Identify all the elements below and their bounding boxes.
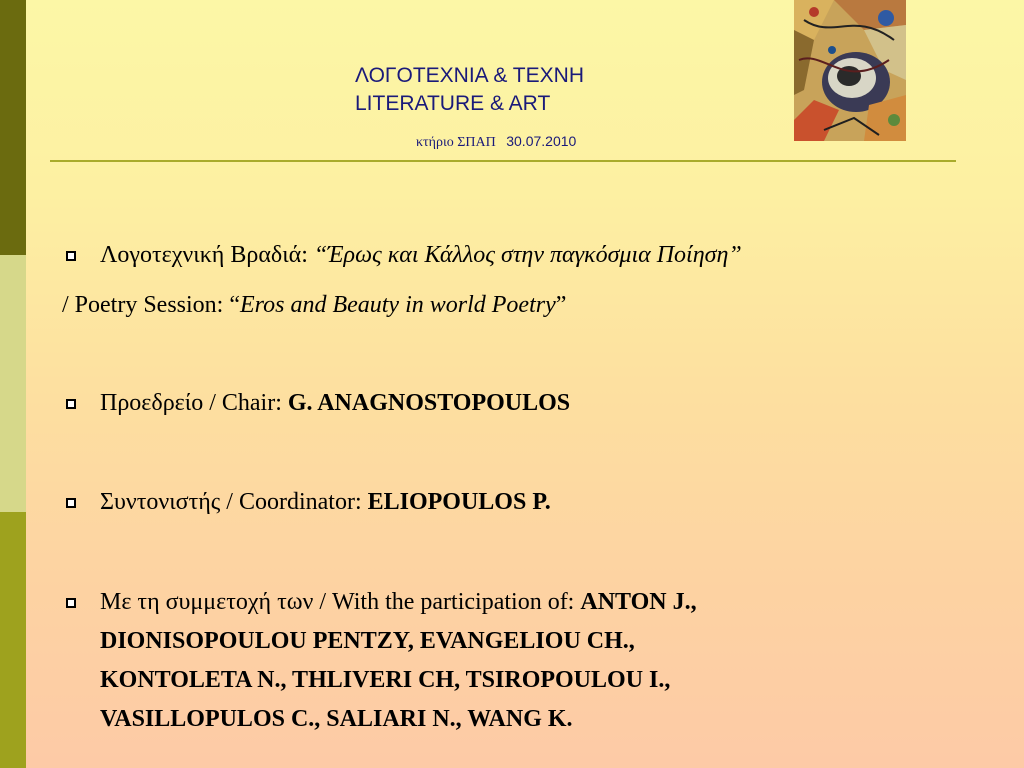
- participant-names: ANTON J.,: [580, 589, 697, 615]
- square-bullet-icon: [66, 498, 76, 508]
- list-item: [62, 583, 1017, 739]
- sidebar-stripe-middle: [0, 255, 26, 512]
- abstract-painting-image: [794, 0, 906, 141]
- square-bullet-icon: [66, 399, 76, 409]
- participant-names: VASILLOPULOS C., SALIARI N., WANG K.: [100, 706, 573, 732]
- event-title-english: Eros and Beauty in world Poetry: [240, 292, 556, 318]
- sidebar-stripe-bottom: [0, 512, 26, 768]
- event-title-greek: “Έρως και Κάλλος στην παγκόσμια Ποίηση”: [313, 242, 742, 268]
- sidebar-stripe-top: [0, 0, 26, 255]
- coordinator-name: ELIOPOULOS P.: [367, 489, 551, 515]
- item-label-english: / Poetry Session: “: [62, 292, 240, 318]
- title-greek: ΛΟΓΟΤΕΧΝΙΑ & ΤΕΧΝΗ: [355, 64, 584, 87]
- title-english: LITERATURE & ART: [355, 92, 551, 115]
- chair-name: G. ANAGNOSTOPOULOS: [287, 390, 571, 416]
- date-text: 30.07.2010: [506, 133, 577, 149]
- list-item: [62, 483, 1017, 522]
- item-label: Λογοτεχνική Βραδιά:: [100, 242, 314, 268]
- item-label: Προεδρείο / Chair:: [100, 390, 288, 416]
- list-item: Λογοτεχνική Βραδιά: “Έρως και Κάλλος στην παγκόσμια Ποίηση” / Poetry Session: “Eros and Beauty in world Poetry”: [62, 242, 742, 318]
- square-bullet-icon: [66, 598, 76, 608]
- venue-date: [416, 133, 576, 151]
- item-label: Με τη συμμετοχή των / With the participation of:: [100, 589, 581, 615]
- header-divider: [50, 160, 956, 162]
- square-bullet-icon: [66, 251, 76, 261]
- list-item: [62, 384, 1017, 423]
- item-label: Συντονιστής / Coordinator:: [100, 489, 368, 515]
- slide-title: [355, 62, 584, 118]
- venue-text: κτήριο ΣΠΑΠ: [416, 135, 496, 150]
- participant-names: DIONISOPOULOU PENTZY, EVANGELIOU CH.,: [100, 628, 635, 654]
- participant-names: KONTOLETA N., THLIVERI CH, TSIROPOULOU I.,: [100, 667, 671, 693]
